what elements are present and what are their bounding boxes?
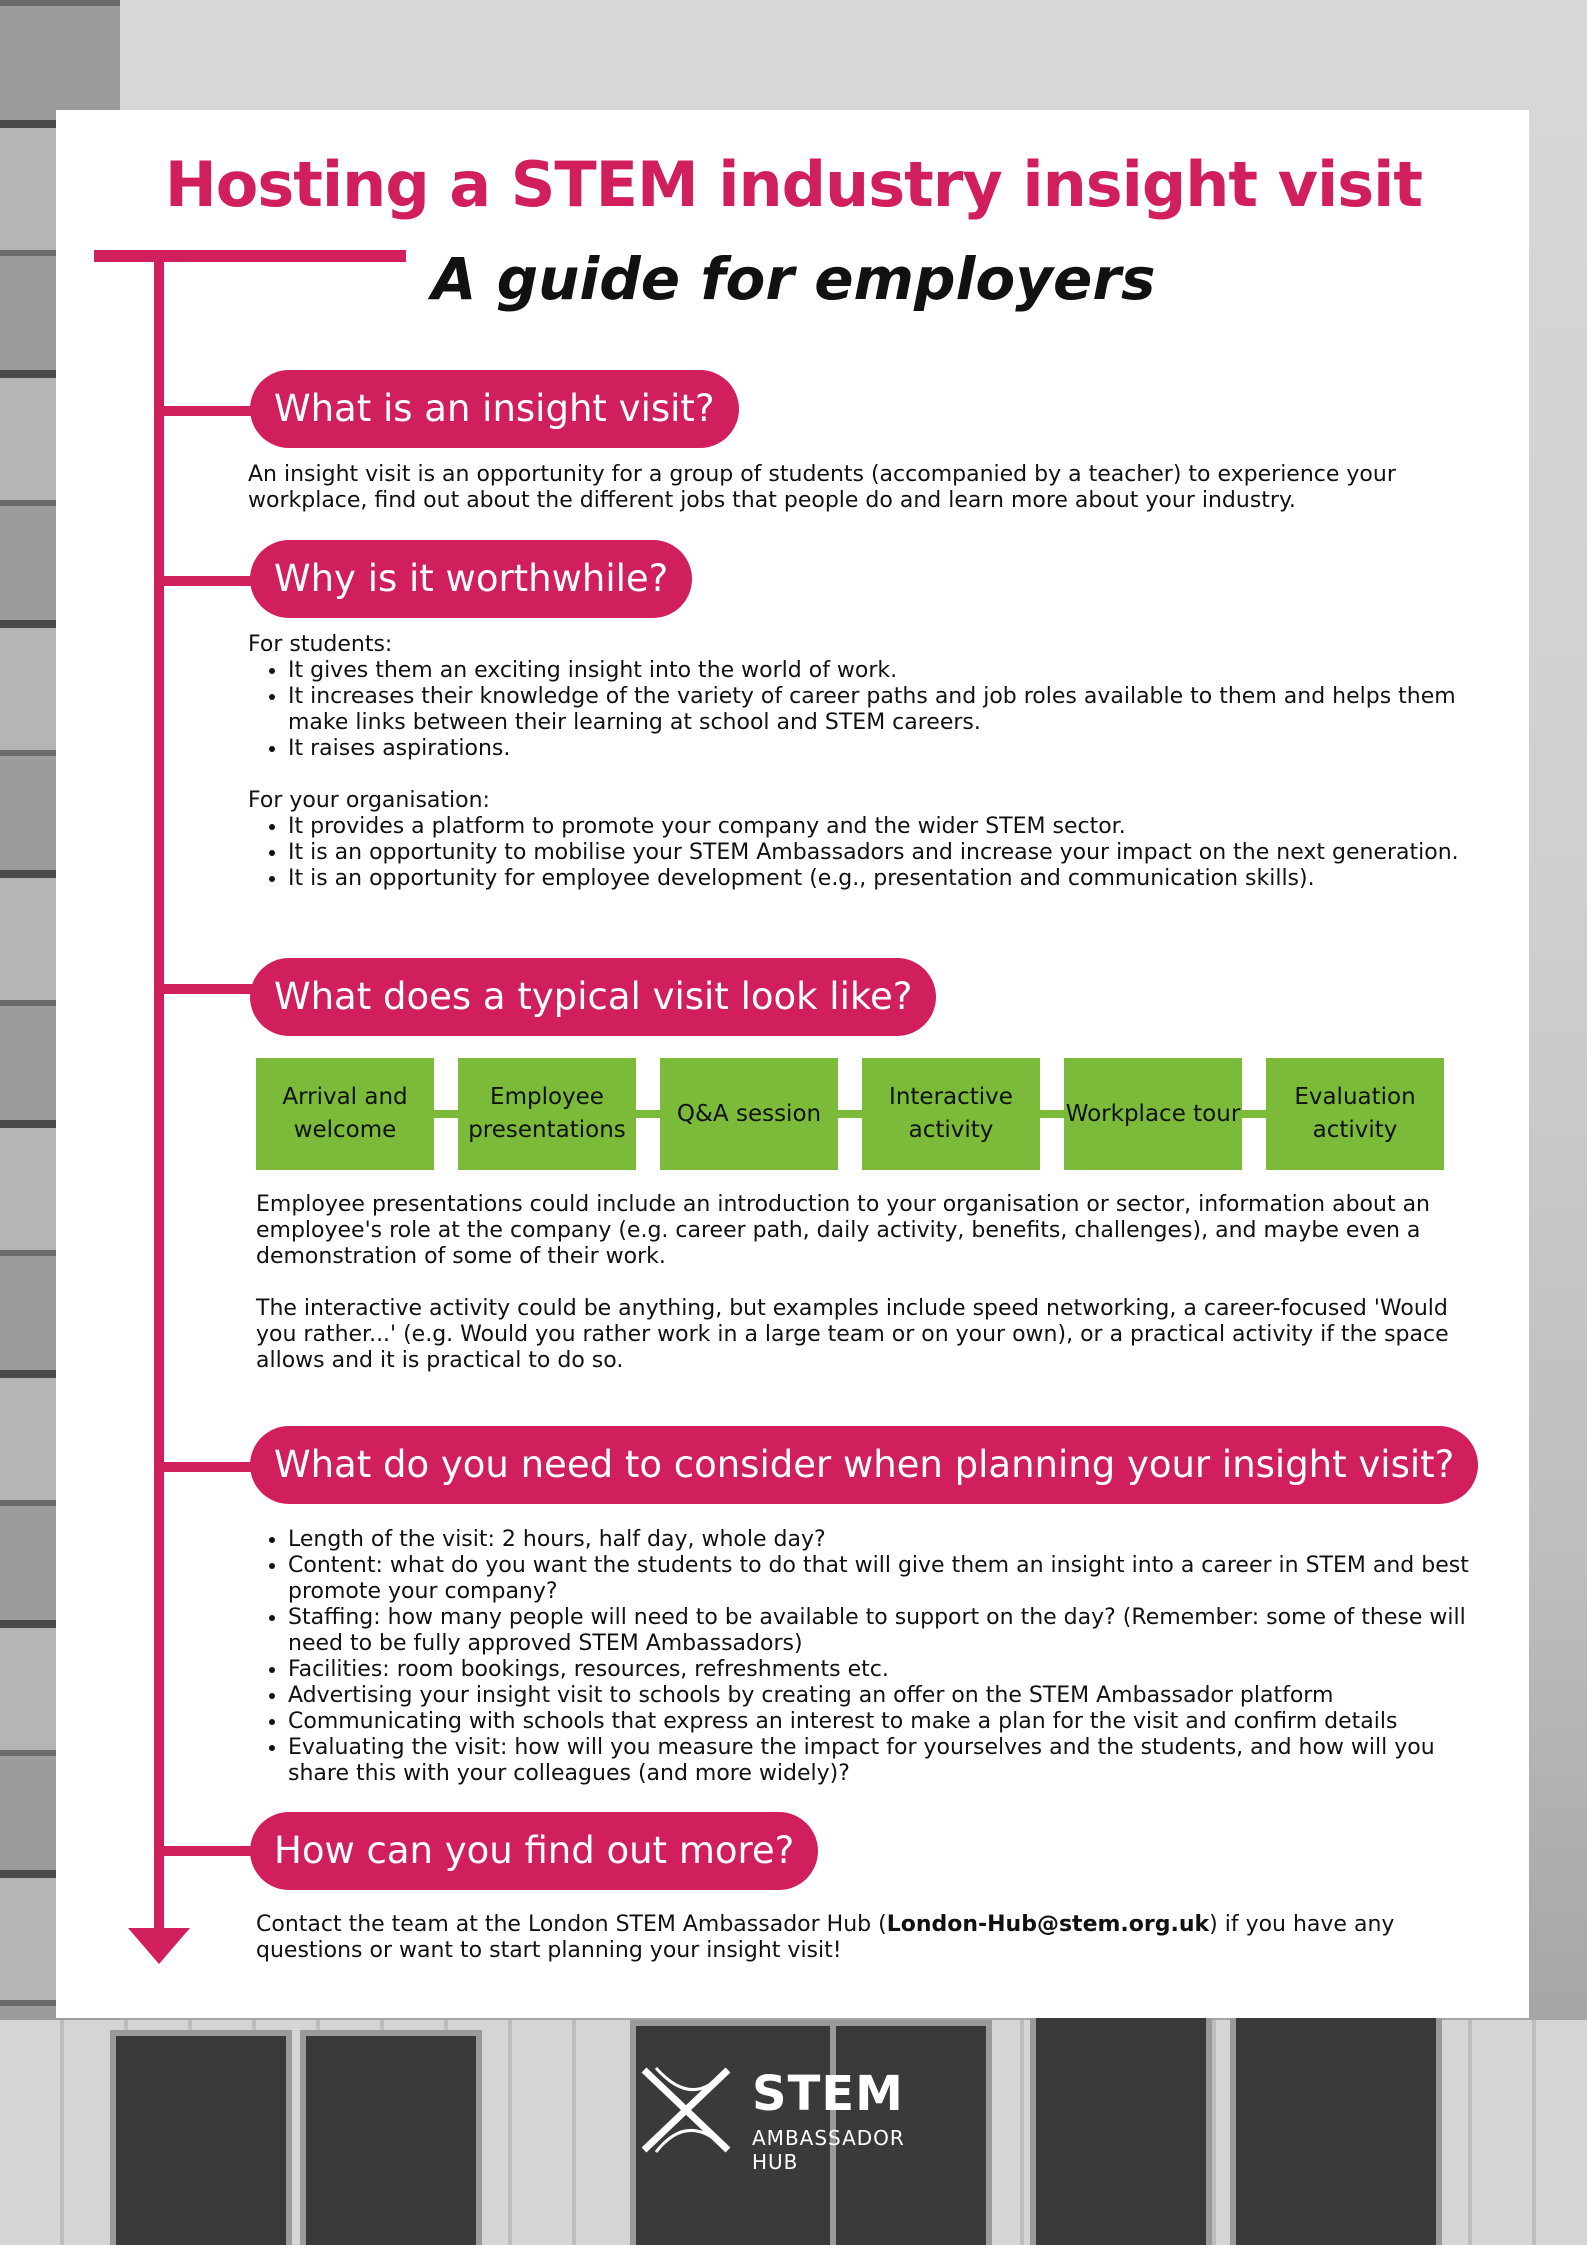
list-item: • Length of the visit: 2 hours, half day, whole day? xyxy=(288,1527,1488,1553)
logo-name: STEM xyxy=(752,2066,904,2122)
logo-tagline: AMBASSADOR HUB xyxy=(752,2126,905,2174)
visit-steps-flow xyxy=(256,1058,1444,1170)
list-item: • It raises aspirations. xyxy=(288,736,1478,762)
timeline-connector xyxy=(160,576,260,586)
step-evaluation: Evaluation activity xyxy=(1266,1058,1444,1170)
timeline-arrowhead-icon xyxy=(128,1928,190,1964)
org-label: For your organisation: xyxy=(248,788,490,813)
more-text-before: Contact the team at the London STEM Ambassador Hub ( xyxy=(256,1912,887,1937)
stem-x-icon xyxy=(636,2060,736,2160)
timeline-connector xyxy=(160,1462,260,1472)
presentations-paragraph: Employee presentations could include an introduction to your organisation or sector, information about an employee's role at the company (e.g. career path, daily activity, benefits, challenges), and maybe even a demonstration of some of their work. xyxy=(256,1192,1430,1269)
why-body xyxy=(248,632,1478,892)
stem-ambassador-hub-logo xyxy=(636,2060,956,2174)
section-heading-typical: What does a typical visit look like? xyxy=(250,958,936,1036)
step-arrival: Arrival and welcome xyxy=(256,1058,434,1170)
consider-list xyxy=(248,1527,1488,1787)
what-is-body: An insight visit is an opportunity for a group of students (accompanied by a teacher) to experience your workplace, find out about the different jobs that people do and learn more about your industry. xyxy=(248,462,1396,513)
list-item: • It is an opportunity for employee development (e.g., presentation and communication skills). xyxy=(288,866,1478,892)
list-item: • Advertising your insight visit to schools by creating an offer on the STEM Ambassador platform xyxy=(288,1683,1488,1709)
list-item: • It provides a platform to promote your company and the wider STEM sector. xyxy=(288,814,1478,840)
step-qa: Q&A session xyxy=(660,1058,838,1170)
timeline-top-bar xyxy=(94,250,406,262)
org-list xyxy=(248,814,1478,892)
interactive-paragraph: The interactive activity could be anything, but examples include speed networking, a career-focused 'Would you rather...' (e.g. Would you rather work in a large team or on your own), or a practical activity if the space allows and it is practical to do so. xyxy=(256,1296,1449,1373)
list-item: • Staffing: how many people will need to be available to support on the day? (Remember: some of these will need to be fully approved STEM Ambassadors) xyxy=(288,1605,1488,1657)
page-subtitle: A guide for employers xyxy=(431,245,1156,313)
list-item: • It gives them an exciting insight into the world of work. xyxy=(288,658,1478,684)
timeline-connector xyxy=(160,406,260,416)
list-item: • It is an opportunity to mobilise your STEM Ambassadors and increase your impact on the next generation. xyxy=(288,840,1478,866)
students-label: For students: xyxy=(248,632,393,657)
list-item: • It increases their knowledge of the variety of career paths and job roles available to them and helps them make links between their learning at school and STEM careers. xyxy=(288,684,1478,736)
list-item: • Content: what do you want the students to do that will give them an insight into a career in STEM and best promote your company? xyxy=(288,1553,1488,1605)
step-interactive: Interactive activity xyxy=(862,1058,1040,1170)
students-list xyxy=(248,658,1478,762)
section-heading-what-is: What is an insight visit? xyxy=(250,370,739,448)
step-presentations: Employee presentations xyxy=(458,1058,636,1170)
timeline-connector xyxy=(160,1846,260,1856)
timeline-vertical-line xyxy=(154,250,164,1940)
contact-email-link[interactable]: London-Hub@stem.org.uk xyxy=(886,1912,1210,1937)
list-item: • Facilities: room bookings, resources, refreshments etc. xyxy=(288,1657,1488,1683)
consider-body xyxy=(248,1527,1488,1787)
section-heading-why: Why is it worthwhile? xyxy=(250,540,692,618)
more-body xyxy=(256,1912,1486,1964)
list-item: • Communicating with schools that express an interest to make a plan for the visit and confirm details xyxy=(288,1709,1488,1735)
section-heading-more: How can you find out more? xyxy=(250,1812,818,1890)
section-heading-consider: What do you need to consider when planning your insight visit? xyxy=(250,1426,1478,1504)
timeline-connector xyxy=(160,984,260,994)
list-item: • Evaluating the visit: how will you measure the impact for yourselves and the students, and how will you share this with your colleagues (and more widely)? xyxy=(288,1735,1488,1787)
step-tour: Workplace tour xyxy=(1064,1058,1242,1170)
page-title: Hosting a STEM industry insight visit xyxy=(164,148,1423,221)
typical-body xyxy=(256,1192,1486,1374)
more-text-after: ) if you have any questions or want to start planning your insight visit! xyxy=(256,1912,1395,1963)
